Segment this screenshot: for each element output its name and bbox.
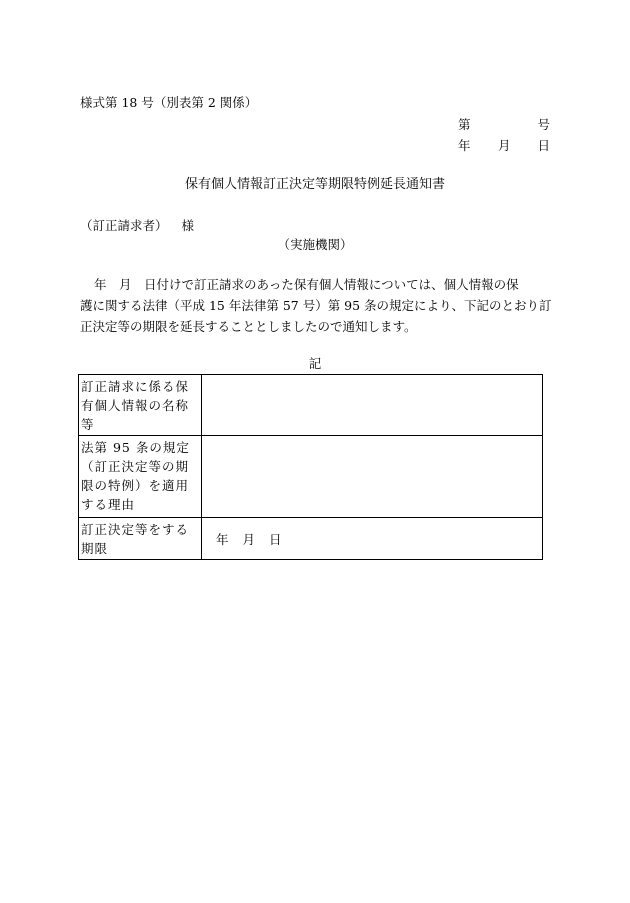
- ki-heading: 記: [308, 356, 322, 371]
- deadline-month: 月: [242, 531, 256, 547]
- body-line-2: 護に関する法律（平成 15 年法律第 57 号）第 95 条の規定により、下記のとおり訂: [80, 298, 552, 313]
- row-label-deadline: 訂正決定等をする期限: [79, 518, 202, 560]
- recipient-label: （訂正請求者）: [80, 218, 168, 233]
- table-row: [79, 518, 543, 560]
- implementing-agency: （実施機関）: [277, 237, 353, 252]
- issue-date-line: [458, 140, 550, 154]
- row-label-info-name: 訂正請求に係る保有個人情報の名称等: [79, 375, 202, 436]
- body-line-1: 年 月 日付けで訂正請求のあった保有個人情報については、個人情報の保: [94, 277, 519, 292]
- document-title: 保有個人情報訂正決定等期限特例延長通知書: [184, 177, 445, 192]
- table-row: [79, 375, 543, 436]
- row-value-deadline: [202, 518, 543, 560]
- deadline-day: 日: [269, 531, 282, 547]
- table-row: [79, 436, 543, 518]
- deadline-year: 年: [216, 531, 229, 547]
- recipient-line: [80, 220, 194, 233]
- recipient-honorific: 様: [181, 218, 195, 233]
- date-month: 月: [498, 138, 511, 153]
- row-label-reason: 法第 95 条の規定（訂正決定等の期限の特例）を適用する理由: [79, 436, 202, 518]
- body-line-3: 正決定等の期限を延長することとしましたので通知します。: [80, 319, 417, 334]
- number-suffix: 号: [537, 117, 550, 132]
- form-number: 様式第 18 号（別表第 2 関係）: [80, 95, 258, 110]
- row-value-reason: [202, 436, 543, 518]
- document-number-line: [458, 119, 550, 133]
- body-paragraph: [80, 274, 552, 337]
- date-year: 年: [458, 138, 471, 153]
- detail-table: [78, 374, 543, 560]
- date-day: 日: [537, 138, 550, 153]
- number-prefix: 第: [458, 117, 471, 132]
- row-value-info-name: [202, 375, 543, 436]
